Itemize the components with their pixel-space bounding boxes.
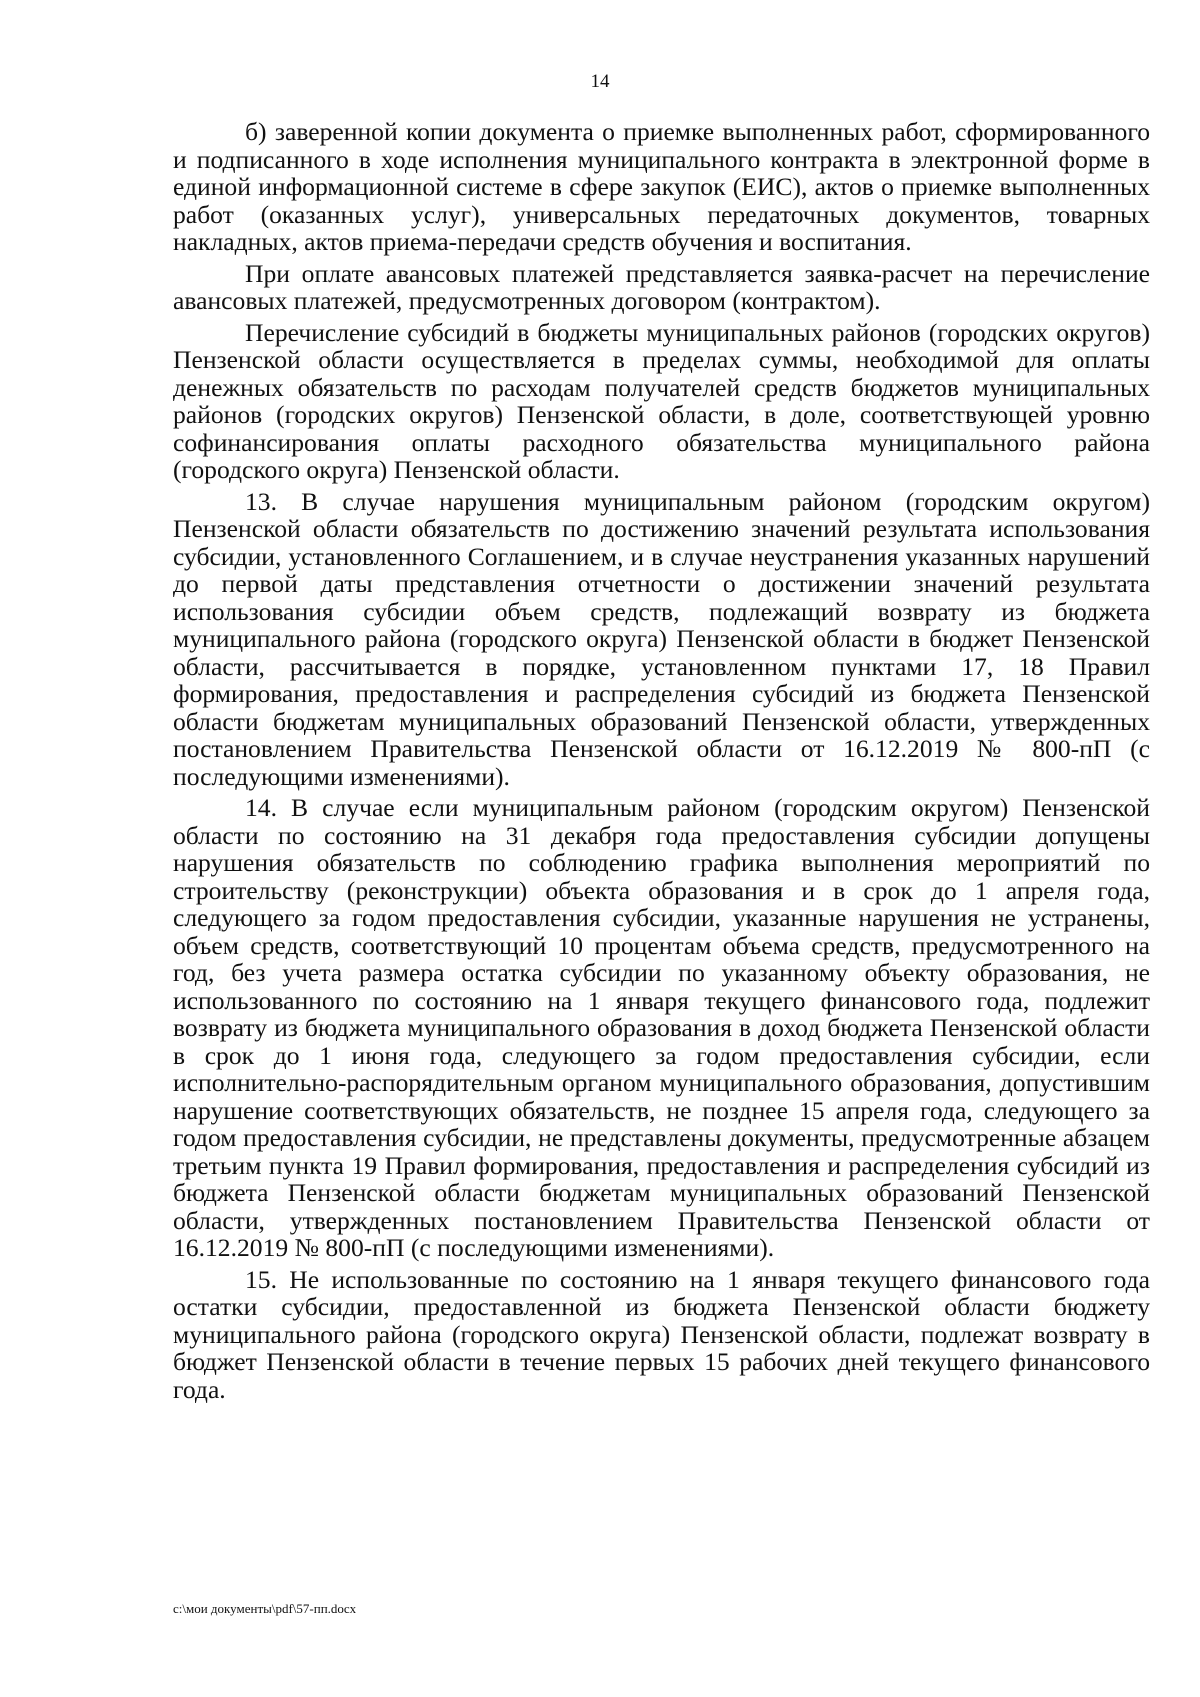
page-number: 14 [590, 71, 610, 92]
paragraph-subsidy-transfer: Перечисление субсидий в бюджеты муниципальных районов (городских округов) Пензенской области осуществляется в пределах суммы, необходимой для оплаты денежных обязательств по расходам получателей средств бюджетов муниципальных районов (городских округов) Пензенской области, в доле, соответствующей уровню софинансирования оплаты расходного обязательства муниципального района (городского округа) Пензенской области. [173, 317, 1150, 484]
footer-file-path: c:\мои документы\pdf\57-пп.docx [173, 1601, 357, 1616]
paragraph-item-15: 15. Не использованные по состоянию на 1 января текущего финансового года остатки субсидии, предоставленной из бюджета Пензенской области бюджету муниципального района (городского округа) Пензенской области, подлежат возврату в бюджет Пензенской области в течение первых 15 рабочих дней текущего финансового года. [173, 1264, 1150, 1404]
paragraph-item-13: 13. В случае нарушения муниципальным районом (городским округом) Пензенской области обязательств по достижению значений результата использования субсидии, установленного Соглашением, и в случае неустранения указанных нарушений до первой даты представления отчетности о достижении значений результата использования субсидии объем средств, подлежащий возврату из бюджета муниципального района (городского округа) Пензенской области в бюджет Пензенской области, рассчитывается в порядке, установленном пунктами 17, 18 Правил формирования, предоставления и распределения субсидий из бюджета Пензенской области бюджетам муниципальных образований Пензенской области, утвержденных постановлением Правительства Пензенской области от 16.12.2019 № 800-пП (с последующими изменениями). [173, 486, 1150, 791]
paragraph-b-documents: б) заверенной копии документа о приемке выполненных работ, сформированного и подписанного в ходе исполнения муниципального контракта в электронной форме в единой информационной системе в сфере закупок (ЕИС), актов о приемке выполненных работ (оказанных услуг), универсальных передаточных документов, товарных накладных, актов приема-передачи средств обучения и воспитания. [173, 117, 1150, 256]
paragraph-advance-payments: При оплате авансовых платежей представляется заявка-расчет на перечисление авансовых платежей, предусмотренных договором (контрактом). [173, 258, 1150, 315]
document-body [173, 118, 1150, 1403]
paragraph-item-14: 14. В случае если муниципальным районом (городским округом) Пензенской области по состоянию на 31 декабря года предоставления субсидии допущены нарушения обязательств по соблюдению графика выполнения мероприятий по строительству (реконструкции) объекта образования и в срок до 1 апреля года, следующего за годом предоставления субсидии, указанные нарушения не устранены, объем средств, соответствующий 10 процентам объема средств, предусмотренного на год, без учета размера остатка субсидии по указанному объекту образования, не использованного по состоянию на 1 января текущего финансового года, подлежит возврату из бюджета муниципального образования в доход бюджета Пензенской области в срок до 1 июня года, следующего за годом предоставления субсидии, если исполнительно-распорядительным органом муниципального образования, допустившим нарушение соответствующих обязательств, не позднее 15 апреля года, следующего за годом предоставления субсидии, не представлены документы, предусмотренные абзацем третьим пункта 19 Правил формирования, предоставления и распределения субсидий из бюджета Пензенской области бюджетам муниципальных образований Пензенской области, утвержденных постановлением Правительства Пензенской области от 16.12.2019 № 800-пП (с последующими изменениями). [173, 793, 1150, 1262]
